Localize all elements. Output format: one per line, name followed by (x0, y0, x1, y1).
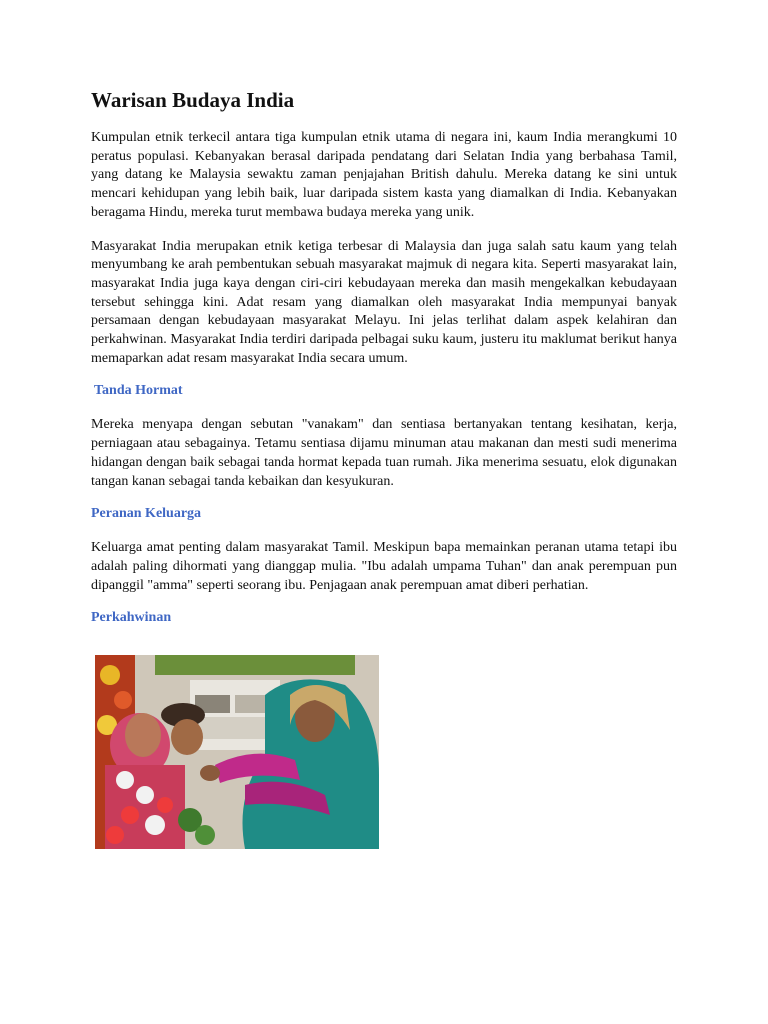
intro-paragraph: Kumpulan etnik terkecil antara tiga kumpulan etnik utama di negara ini, kaum India merangkumi 10 peratus populasi. Kebanyakan berasal daripada pendatang dari Selatan India yang berbahasa Tamil, yang datang ke Malaysia sewaktu zaman penjajahan British dahulu. Mereka datang ke sini untuk mencari kehidupan yang lebih baik, luar daripada sistem kasta yang diamalkan di India. Kebanyakan beragama Hindu, mereka turut membawa budaya mereka yang unik. (91, 130, 677, 220)
section-text-peranan-keluarga: Keluarga amat penting dalam masyarakat Tamil. Meskipun bapa memainkan peranan utama tetapi ibu adalah paling dihormati yang dianggap mulia. "Ibu adalah umpama Tuhan" dan anak perempuan pun dipanggil "amma" seperti seorang ibu. Penjagaan anak perempuan amat diberi perhatian. (91, 540, 677, 593)
document-body (91, 88, 677, 643)
page-title: Warisan Budaya India (91, 88, 295, 112)
intro-paragraph: Masyarakat India merupakan etnik ketiga terbesar di Malaysia dan juga salah satu kaum yang telah menyumbang ke arah pembentukan sebuah masyarakat majmuk di negara kita. Seperti masyarakat lain, masyarakat India juga kaya dengan ciri-ciri kebudayaan mereka dan masih mengekalkan kebudayaan tersebut sehingga kini. Adat resam yang diamalkan oleh masyarakat India mempunyai banyak persamaan dengan kebudayaan masyarakat Melayu. Ini jelas terlihat dalam aspek kelahiran dan perkahwinan. Masyarakat India terdiri daripada pelbagai suku kaum, justeru itu maklumat berikut hanya memaparkan adat resam masyarakat India secara umum. (91, 238, 677, 366)
section-text-tanda-hormat: Mereka menyapa dengan sebutan "vanakam" dan sentiasa bertanyakan tentang kesihatan, kerja, perniagaan atau sebagainya. Tetamu sentiasa dijamu minuman atau makanan dan mesti sudi menerima hidangan dengan baik sebagai tanda hormat kepada tuan rumah. Jika menerima sesuatu, elok digunakan tangan kanan sebagai tanda kebaikan dan kesyukuran. (91, 417, 677, 489)
wedding-photo (95, 655, 379, 849)
section-heading-peranan-keluarga: Peranan Keluarga (91, 506, 202, 522)
section-heading-tanda-hormat: Tanda Hormat (94, 383, 183, 399)
section-heading-perkahwinan: Perkahwinan (91, 610, 172, 626)
